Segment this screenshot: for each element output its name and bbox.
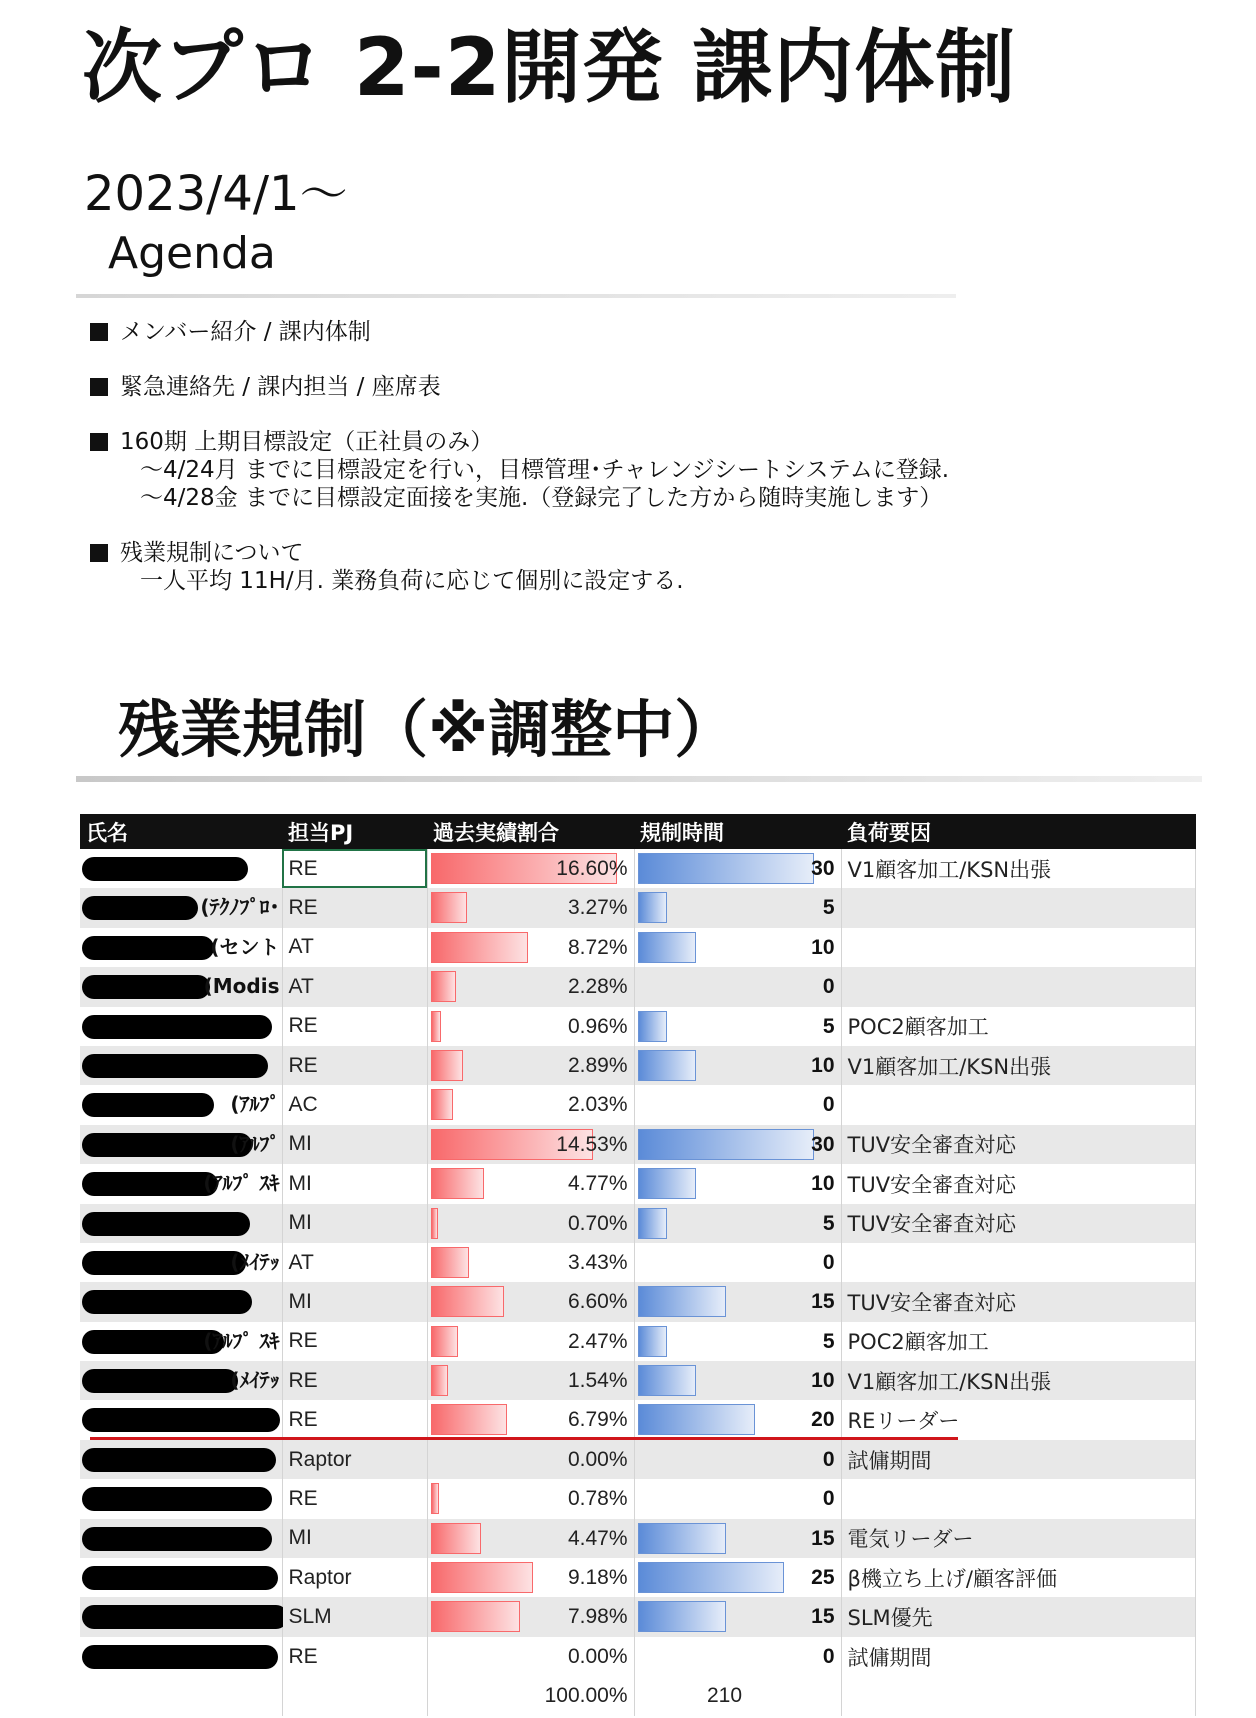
hours-databar <box>638 1404 755 1435</box>
hours-databar <box>638 1050 697 1081</box>
ratio-value: 3.27% <box>567 896 628 920</box>
cell-cause[interactable]: POC2顧客加工 <box>841 1322 1196 1361</box>
cell-name[interactable] <box>80 1125 282 1164</box>
ratio-databar <box>431 1601 520 1632</box>
bullet-square-icon <box>90 544 108 562</box>
ratio-value: 0.70% <box>567 1211 628 1235</box>
cell-project[interactable]: Raptor <box>282 1558 427 1597</box>
cell-hours[interactable] <box>634 849 841 888</box>
column-header-ratio[interactable]: 過去実績割合 <box>427 814 634 849</box>
agenda-item <box>90 539 949 595</box>
cell-project[interactable]: RE <box>282 1322 427 1361</box>
cell-ratio[interactable] <box>427 1637 634 1676</box>
hours-value: 5 <box>822 1329 835 1353</box>
hours-databar <box>638 1168 697 1199</box>
ratio-databar <box>431 1011 442 1042</box>
ratio-databar <box>431 932 529 963</box>
ratio-value: 4.47% <box>567 1526 628 1550</box>
redacted-name <box>82 1487 272 1511</box>
cell-hours[interactable] <box>634 1085 841 1124</box>
ratio-databar <box>431 1404 507 1435</box>
hours-value: 15 <box>811 1605 835 1629</box>
affiliation-label: (ｱﾙﾌﾟ <box>230 1092 280 1117</box>
column-header-cause[interactable]: 負荷要因 <box>841 814 1196 849</box>
cell-cause[interactable]: 試傭期間 <box>841 1440 1196 1479</box>
cell-cause[interactable] <box>841 928 1196 967</box>
agenda-list <box>90 318 949 622</box>
redacted-name <box>82 1605 288 1629</box>
cell-hours[interactable] <box>634 928 841 967</box>
affiliation-label: (ﾒｲﾃｯ <box>230 1249 280 1274</box>
ratio-databar <box>431 1365 448 1396</box>
redacted-name <box>82 1527 272 1551</box>
cell-project[interactable]: MI <box>282 1282 427 1321</box>
ratio-value: 0.78% <box>567 1487 628 1511</box>
cell-hours[interactable] <box>634 1519 841 1558</box>
cell-ratio[interactable] <box>427 888 634 927</box>
hours-value: 0 <box>822 975 835 999</box>
cell-name[interactable] <box>80 1204 282 1243</box>
hours-value: 10 <box>811 1053 835 1077</box>
ratio-databar <box>431 892 468 923</box>
cell-name[interactable] <box>80 928 282 967</box>
cell-cause[interactable]: SLM優先 <box>841 1597 1196 1636</box>
redacted-name <box>82 1448 276 1472</box>
ratio-databar <box>431 1483 440 1514</box>
cell-project[interactable]: MI <box>282 1125 427 1164</box>
cell-ratio[interactable] <box>427 1282 634 1321</box>
cell-hours[interactable] <box>634 1046 841 1085</box>
table-row <box>80 1007 1196 1046</box>
cell-project[interactable]: RE <box>282 1007 427 1046</box>
cell-hours[interactable] <box>634 1597 841 1636</box>
hours-databar <box>638 1562 785 1593</box>
table-row <box>80 1046 1196 1085</box>
redacted-name <box>82 1054 268 1078</box>
ratio-value: 9.18% <box>567 1566 628 1590</box>
redacted-name <box>82 1566 278 1590</box>
table-header-row <box>80 814 1196 849</box>
page-title: 次プロ 2-2開発 課内体制 <box>82 21 1017 114</box>
cell-hours[interactable] <box>634 1637 841 1676</box>
affiliation-label: (ｱﾙﾌﾟ ｽｷ <box>203 1328 280 1353</box>
cell-ratio[interactable] <box>427 1440 634 1479</box>
affiliation-label: (ｱﾙﾌﾟ <box>230 1131 280 1156</box>
ratio-value: 0.00% <box>567 1447 628 1471</box>
ratio-databar <box>431 1208 439 1239</box>
cell-project[interactable]: RE <box>282 1046 427 1085</box>
table-row <box>80 1440 1196 1479</box>
section-title: 残業規制（※調整中） <box>118 693 737 766</box>
cell-hours[interactable] <box>634 1204 841 1243</box>
ratio-databar <box>431 1326 459 1357</box>
cell-cause[interactable]: TUV安全審査対応 <box>841 1164 1196 1203</box>
cell-ratio[interactable] <box>427 928 634 967</box>
ratio-databar <box>431 971 457 1002</box>
cell-name[interactable] <box>80 1164 282 1203</box>
cell-project[interactable]: AT <box>282 967 427 1006</box>
redacted-name <box>82 1290 252 1314</box>
ratio-value: 16.60% <box>556 857 628 880</box>
cell-name[interactable] <box>80 1322 282 1361</box>
redacted-name <box>82 1408 280 1432</box>
redacted-name <box>82 1251 246 1275</box>
table-row <box>80 1204 1196 1243</box>
table-row <box>80 1361 1196 1400</box>
redacted-name <box>82 1093 214 1117</box>
ratio-value: 3.43% <box>567 1250 628 1274</box>
bullet-square-icon <box>90 378 108 396</box>
cell-project[interactable]: RE <box>282 1479 427 1518</box>
cell-name[interactable] <box>80 1479 282 1518</box>
cell-project[interactable]: MI <box>282 1519 427 1558</box>
table-row <box>80 1164 1196 1203</box>
cell-cause[interactable] <box>841 967 1196 1006</box>
ratio-databar <box>431 1050 463 1081</box>
agenda-heading: Agenda <box>108 228 276 279</box>
redacted-name <box>82 975 210 999</box>
ratio-value: 6.79% <box>567 1408 628 1432</box>
hours-databar <box>638 1129 814 1160</box>
ratio-value: 2.03% <box>567 1093 628 1117</box>
redacted-name <box>82 1212 250 1236</box>
divider <box>76 776 1202 782</box>
cell-project[interactable]: RE <box>282 1400 427 1439</box>
hours-value: 30 <box>811 857 835 880</box>
agenda-item-label: メンバー紹介 / 課内体制 <box>120 319 371 345</box>
agenda-item <box>90 373 949 401</box>
cell-name[interactable] <box>80 1440 282 1479</box>
cell-ratio[interactable] <box>427 1558 634 1597</box>
affiliation-label: (セント <box>210 934 280 959</box>
hours-value: 10 <box>811 1369 835 1393</box>
cell-name[interactable] <box>80 1243 282 1282</box>
hours-value: 0 <box>822 1250 835 1274</box>
bullet-square-icon <box>90 433 108 451</box>
cell-name[interactable] <box>80 1046 282 1085</box>
cell-name[interactable] <box>80 1597 282 1636</box>
hours-value: 0 <box>822 1644 835 1668</box>
totals-row <box>80 1676 1196 1715</box>
cell-project[interactable]: AC <box>282 1085 427 1124</box>
cell-ratio[interactable] <box>427 1400 634 1439</box>
hours-value: 10 <box>811 1172 835 1196</box>
ratio-databar <box>431 1089 454 1120</box>
agenda-item <box>90 428 949 512</box>
overtime-table <box>80 814 1196 1716</box>
cell-cause[interactable] <box>841 1085 1196 1124</box>
cell-cause[interactable]: V1顧客加工/KSN出張 <box>841 1361 1196 1400</box>
cell-cause[interactable] <box>841 1479 1196 1518</box>
table-row <box>80 1243 1196 1282</box>
ratio-value: 7.98% <box>567 1605 628 1629</box>
table-row <box>80 1125 1196 1164</box>
table-row <box>80 1479 1196 1518</box>
column-header-project[interactable]: 担当PJ <box>282 814 427 849</box>
table-row <box>80 1282 1196 1321</box>
table-row <box>80 1400 1196 1439</box>
cell-cause[interactable]: TUV安全審査対応 <box>841 1125 1196 1164</box>
agenda-item-detail: ～4/28金 までに目標設定面接を実施.（登録完了した方から随時実施します） <box>140 485 943 511</box>
cell-hours[interactable] <box>634 1440 841 1479</box>
hours-value: 15 <box>811 1290 835 1314</box>
hours-databar <box>638 1326 667 1357</box>
cell-empty[interactable] <box>841 1676 1196 1715</box>
affiliation-label: (Modis <box>203 974 280 999</box>
cell-ratio[interactable] <box>427 1046 634 1085</box>
ratio-value: 1.54% <box>567 1369 628 1393</box>
table-row <box>80 1085 1196 1124</box>
affiliation-label: (ｱﾙﾌﾟ ｽｷ <box>203 1171 280 1196</box>
cell-empty[interactable] <box>80 1676 282 1715</box>
table-row <box>80 1637 1196 1676</box>
cell-name[interactable] <box>80 1282 282 1321</box>
redacted-name <box>82 1369 238 1393</box>
separator-line <box>90 1437 958 1440</box>
cell-project[interactable]: RE <box>282 1361 427 1400</box>
agenda-item-detail: 一人平均 11H/月. 業務負荷に応じて個別に設定する. <box>140 568 684 594</box>
redacted-name <box>82 896 198 920</box>
hours-databar <box>638 932 697 963</box>
cell-project[interactable]: RE <box>282 888 427 927</box>
cell-total-ratio[interactable] <box>427 1676 634 1715</box>
cell-ratio[interactable] <box>427 1125 634 1164</box>
hours-value: 0 <box>822 1447 835 1471</box>
cell-name[interactable] <box>80 849 282 888</box>
column-header-name[interactable]: 氏名 <box>80 814 282 849</box>
table-row <box>80 849 1196 888</box>
cell-cause[interactable]: 試傭期間 <box>841 1637 1196 1676</box>
cell-hours[interactable] <box>634 888 841 927</box>
table-row <box>80 888 1196 927</box>
agenda-item-detail: ～4/24月 までに目標設定を行い，目標管理･チャレンジシートシステムに登録. <box>140 457 950 483</box>
cell-name[interactable] <box>80 1519 282 1558</box>
cell-ratio[interactable] <box>427 1085 634 1124</box>
ratio-value: 2.28% <box>567 975 628 999</box>
cell-project[interactable]: MI <box>282 1164 427 1203</box>
divider <box>76 294 956 298</box>
cell-ratio[interactable] <box>427 1243 634 1282</box>
hours-databar <box>638 1208 667 1239</box>
cell-total-hours[interactable] <box>634 1676 841 1715</box>
ratio-value: 14.53% <box>556 1132 628 1156</box>
cell-ratio[interactable] <box>427 1204 634 1243</box>
table-row <box>80 1519 1196 1558</box>
bullet-square-icon <box>90 323 108 341</box>
cell-ratio[interactable] <box>427 1361 634 1400</box>
hours-databar <box>638 853 814 884</box>
cell-project[interactable]: MI <box>282 1204 427 1243</box>
cell-ratio[interactable] <box>427 849 634 888</box>
agenda-item-label: 残業規制について <box>120 540 304 566</box>
hours-value: 15 <box>811 1526 835 1550</box>
affiliation-label: (ﾃｸﾉﾌﾟﾛ･ <box>200 895 280 920</box>
cell-empty[interactable] <box>282 1676 427 1715</box>
affiliation-label: (ﾒｲﾃｯ <box>230 1368 280 1393</box>
cell-hours[interactable] <box>634 1125 841 1164</box>
redacted-name <box>82 1172 218 1196</box>
hours-databar <box>638 1011 667 1042</box>
cell-cause[interactable]: POC2顧客加工 <box>841 1007 1196 1046</box>
table-row <box>80 928 1196 967</box>
ratio-databar <box>431 1247 469 1278</box>
hours-value: 5 <box>822 896 835 920</box>
ratio-databar <box>431 1523 481 1554</box>
hours-value: 10 <box>811 935 835 959</box>
hours-value: 25 <box>811 1566 835 1590</box>
ratio-databar <box>431 1562 534 1593</box>
redacted-name <box>82 1133 252 1157</box>
cell-hours[interactable] <box>634 1558 841 1597</box>
hours-value: 0 <box>822 1093 835 1117</box>
cell-hours[interactable] <box>634 1322 841 1361</box>
hours-value: 0 <box>822 1487 835 1511</box>
table-row <box>80 1558 1196 1597</box>
agenda-item-label: 緊急連絡先 / 課内担当 / 座席表 <box>120 374 441 400</box>
cell-cause[interactable]: TUV安全審査対応 <box>841 1282 1196 1321</box>
cell-ratio[interactable] <box>427 1164 634 1203</box>
cell-name[interactable] <box>80 967 282 1006</box>
cell-project[interactable]: RE <box>282 1637 427 1676</box>
ratio-value: 6.60% <box>567 1290 628 1314</box>
redacted-name <box>82 1015 272 1039</box>
ratio-databar <box>431 1168 484 1199</box>
cell-project[interactable]: AT <box>282 928 427 967</box>
cell-project[interactable]: AT <box>282 1243 427 1282</box>
hours-databar <box>638 1286 726 1317</box>
redacted-name <box>82 857 248 881</box>
effective-date: 2023/4/1～ <box>84 166 348 222</box>
cell-cause[interactable] <box>841 888 1196 927</box>
cell-ratio[interactable] <box>427 1597 634 1636</box>
total-ratio: 100.00% <box>544 1684 628 1708</box>
cell-name[interactable] <box>80 888 282 927</box>
hours-databar <box>638 1365 697 1396</box>
ratio-value: 8.72% <box>567 935 628 959</box>
ratio-value: 0.00% <box>567 1644 628 1668</box>
cell-ratio[interactable] <box>427 1479 634 1518</box>
ratio-value: 4.77% <box>567 1172 628 1196</box>
cell-name[interactable] <box>80 1007 282 1046</box>
cell-cause[interactable] <box>841 1243 1196 1282</box>
ratio-value: 0.96% <box>567 1014 628 1038</box>
hours-databar <box>638 1523 726 1554</box>
agenda-item <box>90 318 949 346</box>
hours-value: 5 <box>822 1014 835 1038</box>
ratio-value: 2.89% <box>567 1053 628 1077</box>
agenda-item-label: 160期 上期目標設定（正社員のみ） <box>120 429 494 455</box>
cell-ratio[interactable] <box>427 1322 634 1361</box>
cell-name[interactable] <box>80 1361 282 1400</box>
cell-hours[interactable] <box>634 1479 841 1518</box>
cell-name[interactable] <box>80 1637 282 1676</box>
ratio-databar <box>431 1286 505 1317</box>
cell-name[interactable] <box>80 1085 282 1124</box>
redacted-name <box>82 1645 278 1669</box>
ratio-value: 2.47% <box>567 1329 628 1353</box>
cell-ratio[interactable] <box>427 1519 634 1558</box>
cell-project[interactable]: RE <box>282 849 427 888</box>
cell-hours[interactable] <box>634 1164 841 1203</box>
cell-hours[interactable] <box>634 967 841 1006</box>
column-header-hours[interactable]: 規制時間 <box>634 814 841 849</box>
redacted-name <box>82 936 214 960</box>
cell-ratio[interactable] <box>427 967 634 1006</box>
cell-cause[interactable]: β機立ち上げ/顧客評価 <box>841 1558 1196 1597</box>
hours-databar <box>638 1601 726 1632</box>
cell-cause[interactable]: V1顧客加工/KSN出張 <box>841 1046 1196 1085</box>
cell-cause[interactable]: V1顧客加工/KSN出張 <box>841 849 1196 888</box>
hours-value: 30 <box>811 1132 835 1156</box>
cell-name[interactable] <box>80 1558 282 1597</box>
cell-hours[interactable] <box>634 1400 841 1439</box>
cell-cause[interactable]: REリーダー <box>841 1400 1196 1439</box>
cell-hours[interactable] <box>634 1243 841 1282</box>
table-row <box>80 1322 1196 1361</box>
table-row <box>80 1597 1196 1636</box>
hours-value: 5 <box>822 1211 835 1235</box>
cell-cause[interactable]: 電気リーダー <box>841 1519 1196 1558</box>
hours-value: 20 <box>811 1408 835 1432</box>
cell-hours[interactable] <box>634 1007 841 1046</box>
hours-databar <box>638 892 667 923</box>
cell-cause[interactable]: TUV安全審査対応 <box>841 1204 1196 1243</box>
cell-ratio[interactable] <box>427 1007 634 1046</box>
cell-name[interactable] <box>80 1400 282 1439</box>
cell-project[interactable]: Raptor <box>282 1440 427 1479</box>
total-hours: 210 <box>706 1684 743 1708</box>
cell-hours[interactable] <box>634 1361 841 1400</box>
cell-project[interactable]: SLM <box>282 1597 427 1636</box>
cell-hours[interactable] <box>634 1282 841 1321</box>
table-row <box>80 967 1196 1006</box>
